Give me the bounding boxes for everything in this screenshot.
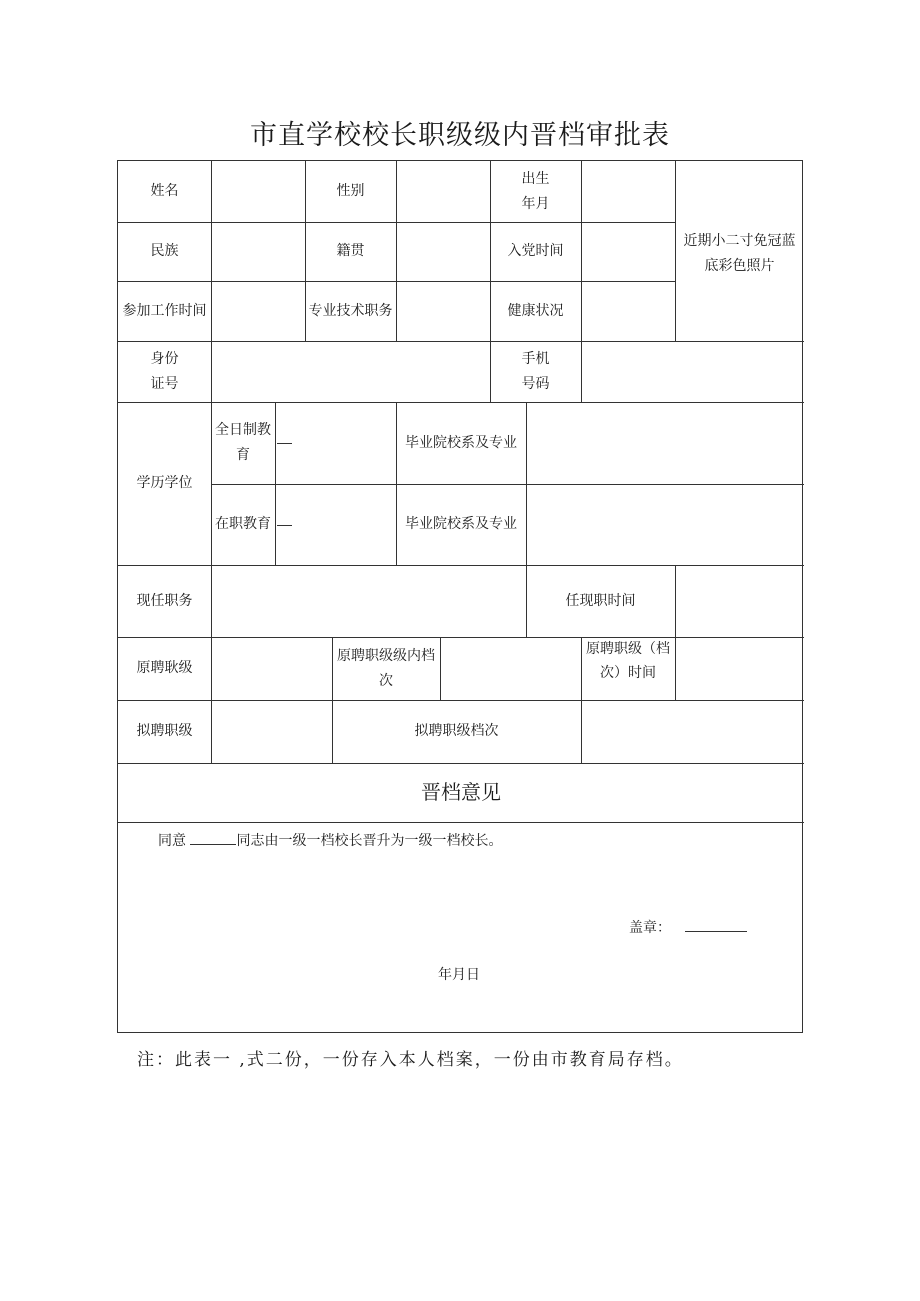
work-start-label: 参加工作时间: [122, 302, 207, 319]
inservice-degree-field[interactable]: [275, 484, 396, 565]
school-major-label-1: 毕业院校系及专业: [405, 434, 517, 451]
fulltime-school-field[interactable]: [526, 402, 804, 484]
phone-field[interactable]: [581, 341, 804, 402]
ethnicity-label: 民族: [150, 243, 179, 259]
name-field[interactable]: [211, 161, 305, 222]
name-label: 姓名: [150, 183, 179, 199]
fulltime-label: 全日制教育: [215, 422, 271, 463]
current-post-field[interactable]: [211, 565, 526, 637]
inservice-label: 在职教育: [215, 516, 271, 532]
opinion-title: 晋档意见: [421, 780, 501, 804]
orig-grade-label: 原聘职级级内档次: [337, 647, 435, 689]
gender-field[interactable]: [396, 161, 490, 222]
origin-label: 籍贯: [336, 243, 365, 259]
proposed-level-label: 拟聘职级: [136, 723, 193, 739]
rule: [118, 822, 804, 823]
approval-form-table: [117, 160, 803, 1033]
birth-label: 出生 年月: [521, 170, 550, 212]
current-post-label: 现任职务: [136, 592, 193, 609]
orig-level-time-label: 原聘职级（档次）时间: [586, 641, 670, 681]
seal-label: 盖章：: [629, 920, 671, 936]
work-start-field[interactable]: [211, 281, 305, 341]
gender-label: 性别: [336, 183, 365, 199]
pro-title-label: 专业技术职务: [308, 302, 393, 319]
fulltime-degree-field[interactable]: [275, 402, 396, 484]
origin-field[interactable]: [396, 222, 490, 281]
proposed-grade-label: 拟聘职级档次: [414, 723, 499, 739]
birth-field[interactable]: [581, 161, 675, 222]
pro-title-field[interactable]: [396, 281, 490, 341]
photo-note: 近期小二寸免冠蓝底彩色照片: [683, 233, 796, 274]
ethnicity-field[interactable]: [211, 222, 305, 281]
seal-line: [629, 918, 747, 938]
orig-level-field[interactable]: [211, 637, 332, 700]
proposed-grade-field[interactable]: [581, 700, 804, 763]
id-label: 身份 证号: [150, 350, 179, 392]
inservice-school-field[interactable]: [526, 484, 804, 565]
party-time-label: 入党时间: [507, 243, 564, 259]
phone-label: 手机 号码: [521, 350, 550, 392]
school-major-label-2: 毕业院校系及专业: [405, 516, 517, 532]
dash-mark: [277, 443, 292, 444]
agree-prefix: 同意: [158, 833, 186, 849]
id-field[interactable]: [211, 341, 490, 402]
seal-blank[interactable]: [685, 919, 747, 932]
agree-statement: [158, 831, 502, 851]
current-post-time-label: 任现职时间: [565, 592, 636, 609]
proposed-level-field[interactable]: [211, 700, 332, 763]
current-post-time-field[interactable]: [675, 565, 804, 637]
photo-area[interactable]: [675, 161, 804, 341]
dash-mark: [277, 525, 292, 526]
orig-grade-field[interactable]: [440, 637, 581, 700]
health-label: 健康状况: [507, 302, 564, 319]
form-title: 市直学校校长职级级内晋档审批表: [250, 120, 670, 151]
education-label: 学历学位: [136, 475, 193, 491]
orig-level-time-field[interactable]: [675, 637, 804, 700]
agree-suffix: 同志由一级一档校长晋升为一级一档校长。: [236, 833, 503, 849]
party-time-field[interactable]: [581, 222, 675, 281]
date-label[interactable]: 年月日: [438, 967, 480, 983]
footnote: 注：此表一 ,式二份，一份存入本人档案，一份由市教育局存档。: [137, 1050, 684, 1070]
health-field[interactable]: [581, 281, 675, 341]
orig-level-label: 原聘耿级: [136, 660, 193, 676]
colleague-name-blank[interactable]: [190, 832, 236, 845]
